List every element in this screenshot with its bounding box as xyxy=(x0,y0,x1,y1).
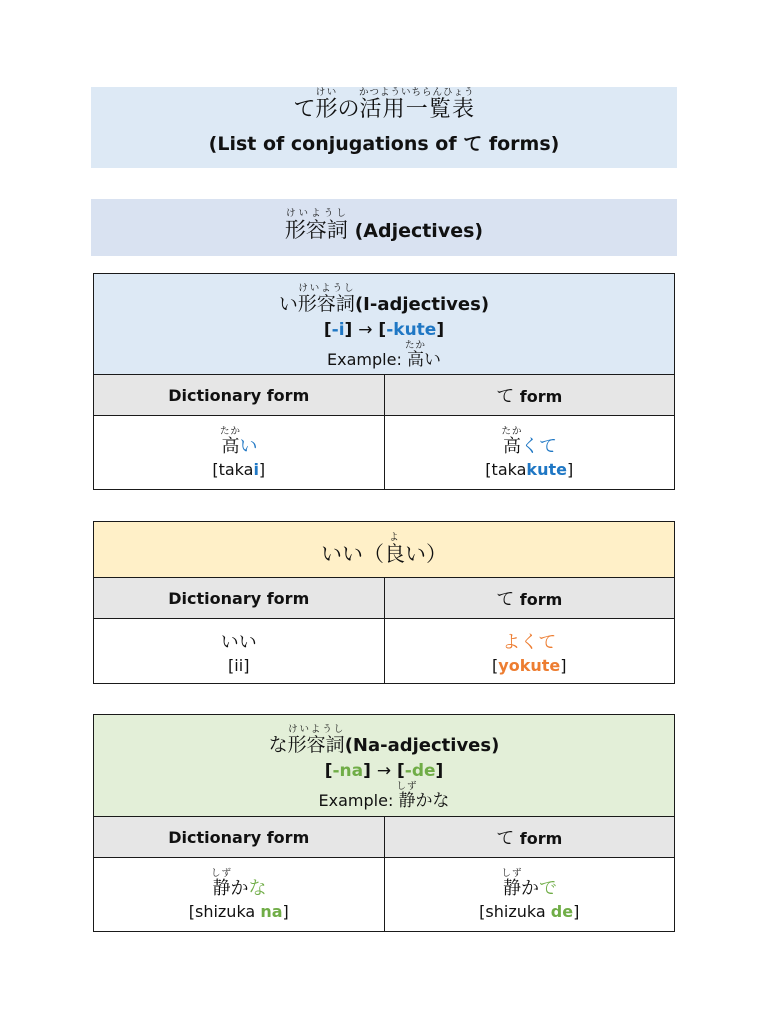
na-adjectives-example: Example: 静しずかな xyxy=(318,781,450,811)
na-adjectives-table xyxy=(93,714,675,932)
ii-table xyxy=(93,521,675,684)
i-adjectives-rule: [-i] → [-kute] xyxy=(323,319,445,340)
i-adj-dictionary-cell: 高たかい [takai] xyxy=(94,416,385,490)
ii-header xyxy=(94,522,675,578)
na-adjectives-rule: [-na] → [-de] xyxy=(324,761,444,781)
na-adj-dictionary-cell: 静しずかな [shizuka na] xyxy=(94,858,385,932)
adjectives-heading: 形容詞けいようし (Adjectives) xyxy=(284,208,484,242)
ii-title: いい（良よい） xyxy=(321,531,447,566)
i-adjectives-title: い形容詞けいようし(I-adjectives) xyxy=(278,282,490,315)
ii-dictionary-cell: いい [ii] xyxy=(94,619,385,684)
title-banner xyxy=(91,87,677,168)
col-dictionary-form: Dictionary form xyxy=(94,817,385,858)
col-dictionary-form: Dictionary form xyxy=(94,578,385,619)
i-adjectives-header xyxy=(94,274,675,375)
col-te-form: て form xyxy=(384,817,675,858)
i-adjectives-table xyxy=(93,273,675,490)
col-dictionary-form: Dictionary form xyxy=(94,375,385,416)
adjectives-banner xyxy=(91,199,677,256)
col-te-form: て form xyxy=(384,578,675,619)
i-adj-te-cell: 高たかくて [takakute] xyxy=(384,416,675,490)
na-adjectives-title: な形容詞けいようし(Na-adjectives) xyxy=(268,724,500,756)
col-te-form: て form xyxy=(384,375,675,416)
page-title-jp: て形けいの活用一覧表かつよういちらんひょう xyxy=(293,87,475,122)
na-adj-te-cell: 静しずかで [shizuka de] xyxy=(384,858,675,932)
i-adjectives-example: Example: 高たかい xyxy=(327,339,441,370)
ii-te-cell: よくて [yokute] xyxy=(384,619,675,684)
page-title-en: (List of conjugations of て forms) xyxy=(208,133,560,155)
na-adjectives-header xyxy=(94,715,675,817)
